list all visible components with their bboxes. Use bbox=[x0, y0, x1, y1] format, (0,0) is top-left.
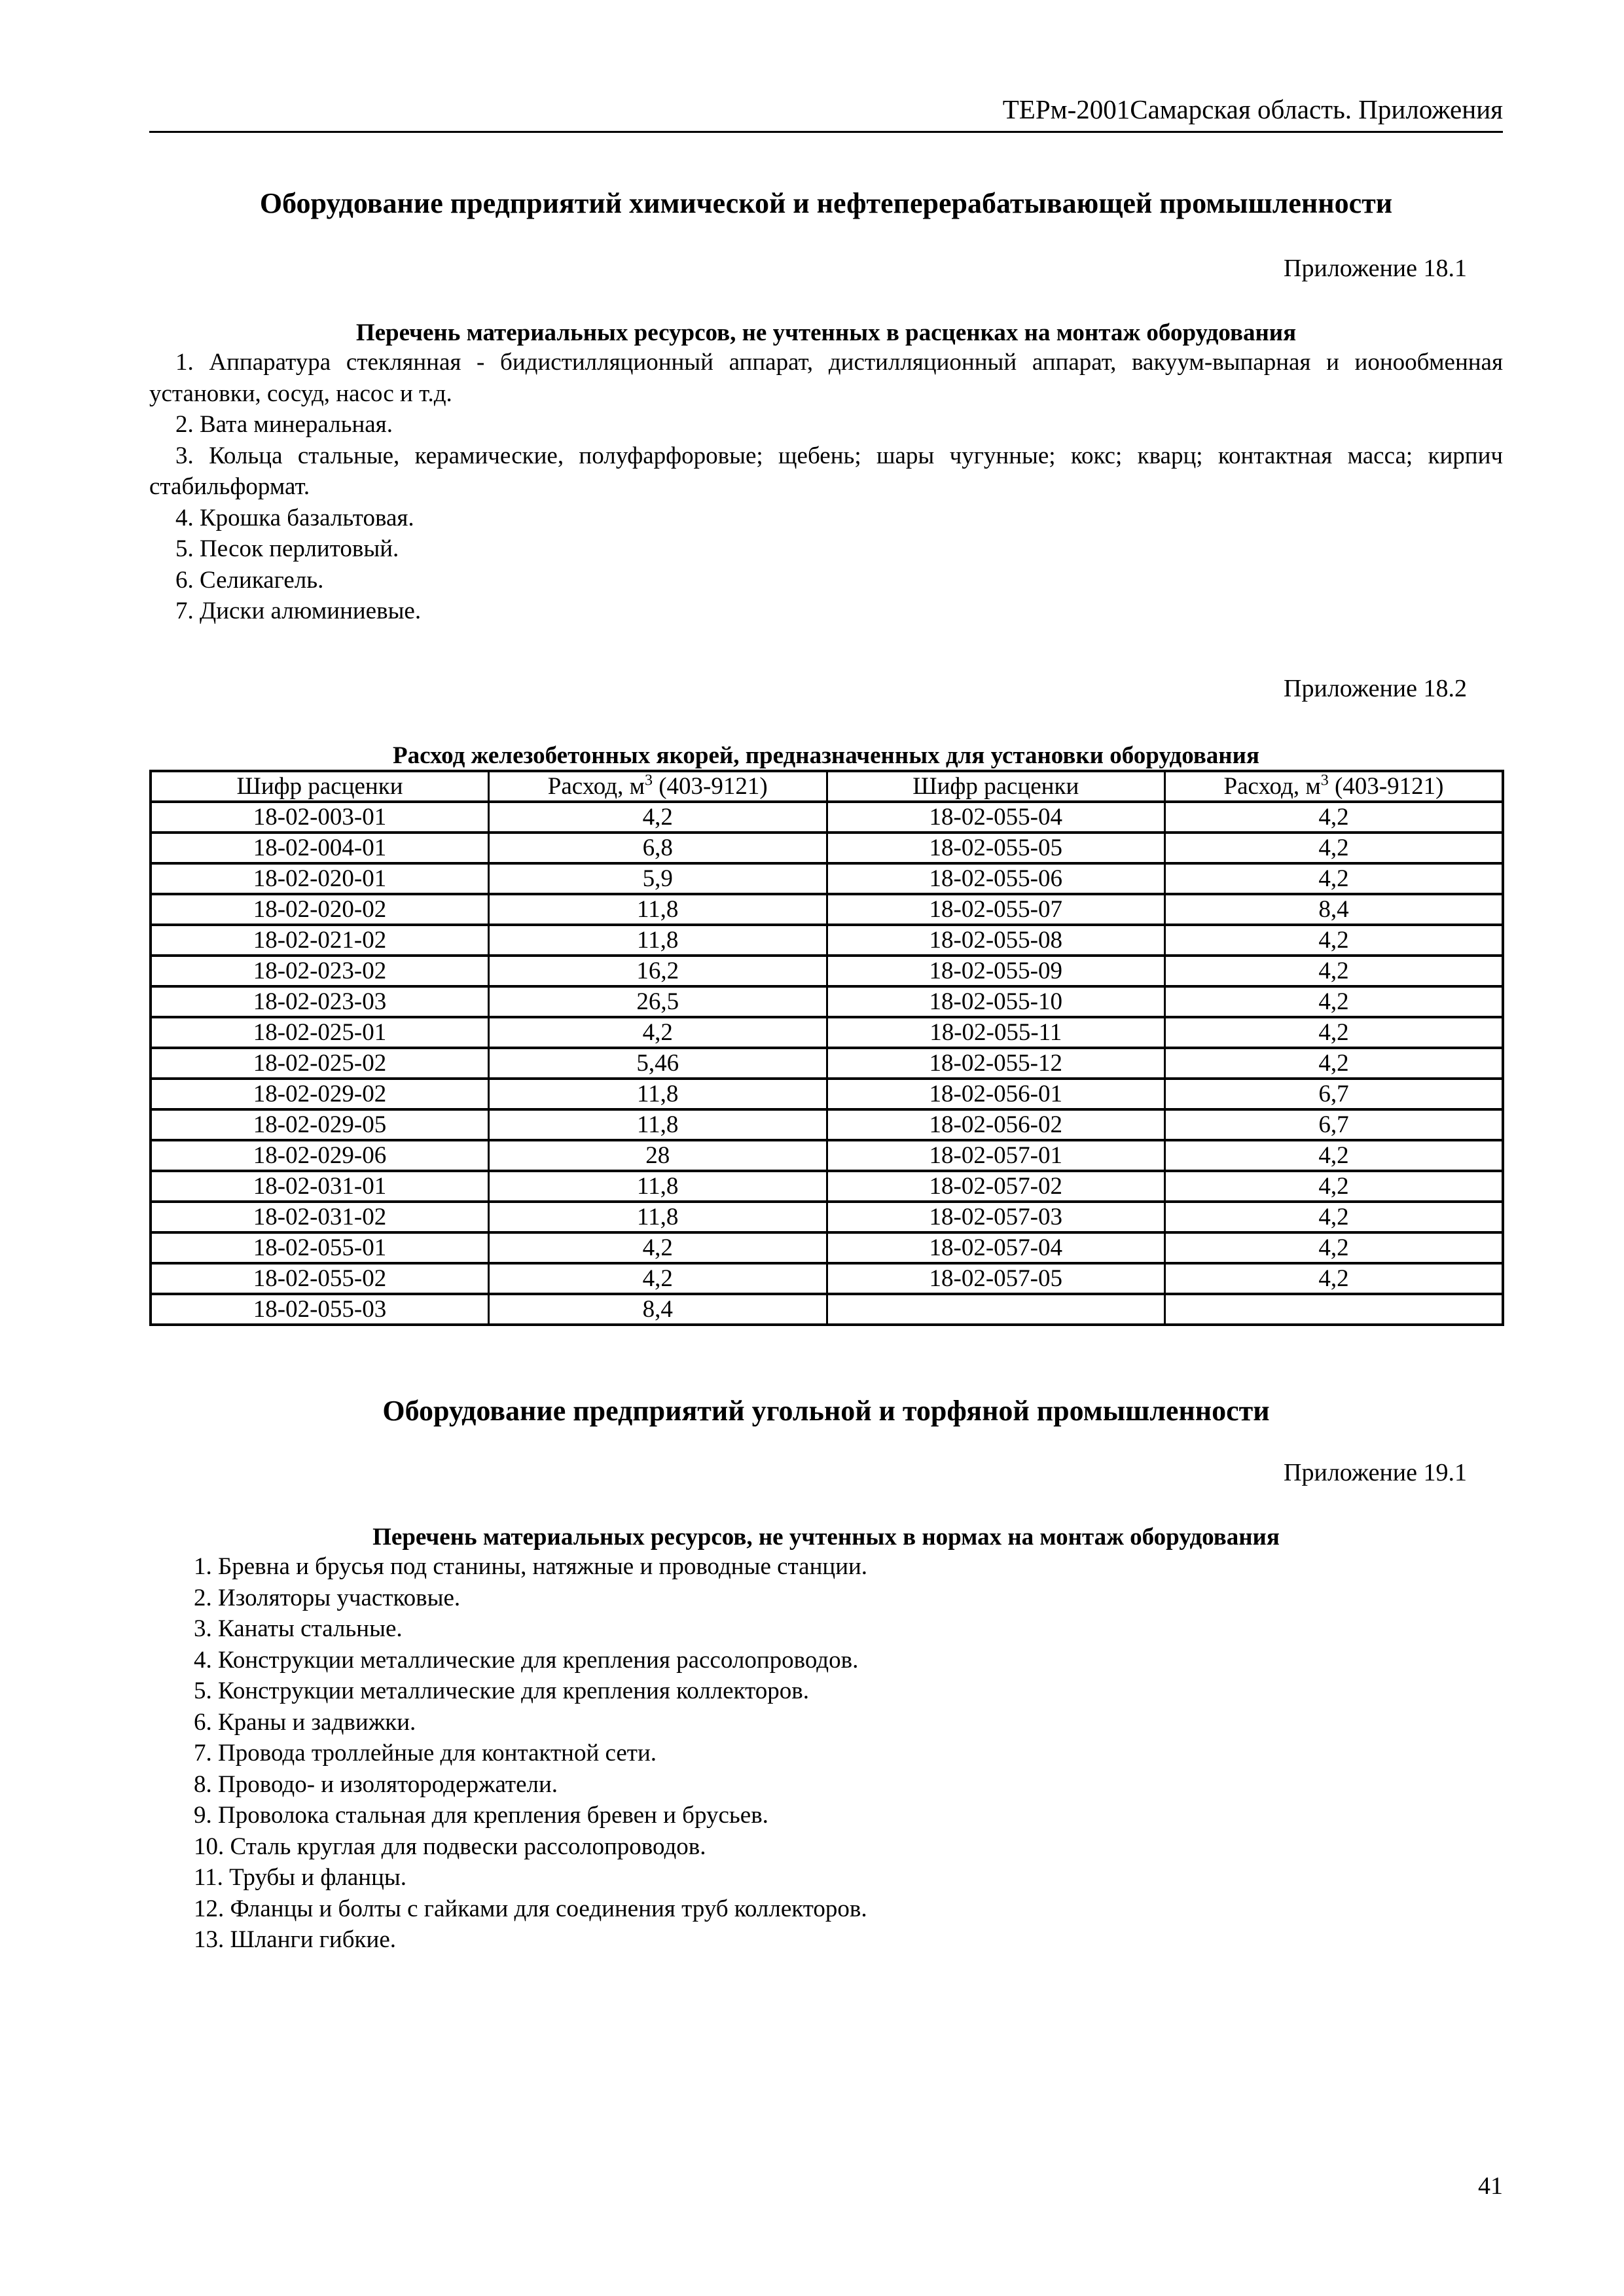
list-item: 6. Селикагель. bbox=[175, 566, 324, 594]
list-item: 11. Трубы и фланцы. bbox=[194, 1864, 406, 1891]
cell-usage: 4,2 bbox=[1165, 1232, 1504, 1263]
usage-unit-exponent: 3 bbox=[1320, 772, 1329, 789]
list-item: 7. Провода троллейные для контактной сети. bbox=[194, 1740, 657, 1767]
cell-usage: 4,2 bbox=[1165, 956, 1504, 986]
cell-usage: 11,8 bbox=[489, 894, 827, 925]
cell-usage: 5,46 bbox=[489, 1048, 827, 1079]
list-item: 4. Крошка базальтовая. bbox=[175, 504, 414, 531]
usage-label: Расход, м bbox=[547, 773, 645, 800]
cell-code: 18-02-021-02 bbox=[151, 925, 489, 956]
cell-usage: 11,8 bbox=[489, 1079, 827, 1109]
cell-code: 18-02-029-06 bbox=[151, 1140, 489, 1171]
table-row bbox=[151, 1232, 1503, 1263]
list-item: 3. Кольца стальные, керамические, полуфарфоровые; щебень; шары чугунные; кокс; кварц; контактная масса; кирпич стабильформат. bbox=[149, 442, 1503, 500]
table-row bbox=[151, 956, 1503, 986]
cell-usage: 4,2 bbox=[1165, 1017, 1504, 1048]
cell-code: 18-02-056-01 bbox=[827, 1079, 1165, 1109]
cell-code: 18-02-055-07 bbox=[827, 894, 1165, 925]
list-item: 5. Конструкции металлические для крепления коллекторов. bbox=[194, 1677, 809, 1704]
table-row bbox=[151, 986, 1503, 1017]
table-row bbox=[151, 1109, 1503, 1140]
list-item: 9. Проволока стальная для крепления бревен и брусьев. bbox=[194, 1802, 768, 1829]
cell-usage: 11,8 bbox=[489, 1109, 827, 1140]
materials-list-19-1 bbox=[149, 1551, 1503, 1956]
usage-norm-ref: (403-9121) bbox=[652, 773, 768, 800]
cell-usage: 4,2 bbox=[489, 1017, 827, 1048]
cell-code: 18-02-055-12 bbox=[827, 1048, 1165, 1079]
cell-code: 18-02-031-02 bbox=[151, 1202, 489, 1232]
cell-usage: 8,4 bbox=[489, 1294, 827, 1325]
cell-usage: 4,2 bbox=[1165, 986, 1504, 1017]
cell-usage: 11,8 bbox=[489, 1202, 827, 1232]
cell-usage: 11,8 bbox=[489, 925, 827, 956]
cell-usage: 4,2 bbox=[1165, 1263, 1504, 1294]
column-header-code: Шифр расценки bbox=[151, 771, 489, 802]
cell-code: 18-02-020-01 bbox=[151, 863, 489, 894]
header-rule bbox=[149, 131, 1503, 133]
cell-usage: 8,4 bbox=[1165, 894, 1504, 925]
cell-usage: 6,7 bbox=[1165, 1109, 1504, 1140]
list-title-18-1: Перечень материальных ресурсов, не учтенных в расценках на монтаж оборудования bbox=[355, 319, 1297, 346]
cell-usage: 4,2 bbox=[1165, 1048, 1504, 1079]
cell-code: 18-02-020-02 bbox=[151, 894, 489, 925]
cell-usage bbox=[1165, 1294, 1504, 1325]
materials-list-18-1 bbox=[149, 347, 1503, 627]
list-item: 2. Вата минеральная. bbox=[175, 411, 393, 438]
cell-usage: 4,2 bbox=[1165, 1202, 1504, 1232]
table-row bbox=[151, 802, 1503, 833]
table-row bbox=[151, 1202, 1503, 1232]
table-row bbox=[151, 1140, 1503, 1171]
list-item: 7. Диски алюминиевые. bbox=[175, 598, 422, 624]
cell-code: 18-02-025-02 bbox=[151, 1048, 489, 1079]
list-item: 1. Бревна и брусья под станины, натяжные и проводные станции. bbox=[194, 1553, 868, 1580]
cell-usage: 4,2 bbox=[489, 802, 827, 833]
cell-usage: 4,2 bbox=[1165, 925, 1504, 956]
table-row bbox=[151, 894, 1503, 925]
cell-code: 18-02-055-03 bbox=[151, 1294, 489, 1325]
cell-code: 18-02-057-04 bbox=[827, 1232, 1165, 1263]
table-row bbox=[151, 863, 1503, 894]
cell-code: 18-02-057-05 bbox=[827, 1263, 1165, 1294]
appendix-label-18-2: Приложение 18.2 bbox=[1284, 675, 1467, 702]
cell-code: 18-02-055-09 bbox=[827, 956, 1165, 986]
usage-label: Расход, м bbox=[1223, 773, 1321, 800]
cell-usage: 11,8 bbox=[489, 1171, 827, 1202]
running-header: ТЕРм-2001Самарская область. Приложения bbox=[1002, 94, 1503, 124]
cell-code: 18-02-055-06 bbox=[827, 863, 1165, 894]
cell-code: 18-02-004-01 bbox=[151, 833, 489, 863]
list-item: 4. Конструкции металлические для крепления рассолопроводов. bbox=[194, 1646, 859, 1674]
usage-norm-ref: (403-9121) bbox=[1328, 773, 1444, 800]
cell-usage: 4,2 bbox=[489, 1263, 827, 1294]
cell-usage: 6,7 bbox=[1165, 1079, 1504, 1109]
table-row bbox=[151, 925, 1503, 956]
anchor-usage-table bbox=[149, 770, 1504, 1326]
cell-code: 18-02-055-04 bbox=[827, 802, 1165, 833]
cell-code: 18-02-055-10 bbox=[827, 986, 1165, 1017]
cell-code: 18-02-057-02 bbox=[827, 1171, 1165, 1202]
cell-usage: 26,5 bbox=[489, 986, 827, 1017]
cell-code: 18-02-055-05 bbox=[827, 833, 1165, 863]
appendix-label-18-1: Приложение 18.1 bbox=[1284, 255, 1467, 282]
cell-code: 18-02-003-01 bbox=[151, 802, 489, 833]
list-item: 1. Аппаратура стеклянная - бидистилляционный аппарат, дистилляционный аппарат, вакуум-выпарная и ионообменная установки, сосуд, насос и т.д. bbox=[149, 349, 1503, 407]
list-item: 8. Проводо- и изолятородержатели. bbox=[194, 1770, 558, 1798]
cell-code: 18-02-055-02 bbox=[151, 1263, 489, 1294]
cell-code: 18-02-055-08 bbox=[827, 925, 1165, 956]
usage-unit-exponent: 3 bbox=[644, 772, 653, 789]
cell-code: 18-02-057-01 bbox=[827, 1140, 1165, 1171]
list-item: 12. Фланцы и болты с гайками для соединения труб коллекторов. bbox=[194, 1895, 867, 1922]
list-item: 3. Канаты стальные. bbox=[194, 1615, 403, 1642]
section-title-coal: Оборудование предприятий угольной и торфяной промышленности bbox=[382, 1395, 1270, 1427]
cell-code: 18-02-029-02 bbox=[151, 1079, 489, 1109]
list-title-19-1: Перечень материальных ресурсов, не учтенных в нормах на монтаж оборудования bbox=[372, 1524, 1280, 1551]
table-title-18-2: Расход железобетонных якорей, предназначенных для установки оборудования bbox=[393, 742, 1259, 769]
list-item: 10. Сталь круглая для подвески рассолопроводов. bbox=[194, 1833, 706, 1860]
table-row bbox=[151, 1079, 1503, 1109]
list-item: 13. Шланги гибкие. bbox=[194, 1926, 396, 1953]
cell-usage: 16,2 bbox=[489, 956, 827, 986]
cell-code: 18-02-055-11 bbox=[827, 1017, 1165, 1048]
table-header-row bbox=[151, 771, 1503, 802]
appendix-label-19-1: Приложение 19.1 bbox=[1284, 1459, 1467, 1486]
table-row bbox=[151, 1263, 1503, 1294]
column-header-usage bbox=[1165, 771, 1504, 802]
cell-usage: 28 bbox=[489, 1140, 827, 1171]
cell-code: 18-02-031-01 bbox=[151, 1171, 489, 1202]
cell-usage: 5,9 bbox=[489, 863, 827, 894]
table-row bbox=[151, 1294, 1503, 1325]
cell-usage: 4,2 bbox=[1165, 1171, 1504, 1202]
cell-code bbox=[827, 1294, 1165, 1325]
cell-usage: 4,2 bbox=[1165, 863, 1504, 894]
table-row bbox=[151, 1017, 1503, 1048]
cell-code: 18-02-023-02 bbox=[151, 956, 489, 986]
cell-code: 18-02-056-02 bbox=[827, 1109, 1165, 1140]
cell-code: 18-02-055-01 bbox=[151, 1232, 489, 1263]
list-item: 6. Краны и задвижки. bbox=[194, 1708, 416, 1736]
page-number: 41 bbox=[1478, 2172, 1503, 2200]
column-header-usage bbox=[489, 771, 827, 802]
cell-usage: 4,2 bbox=[1165, 802, 1504, 833]
cell-usage: 4,2 bbox=[1165, 833, 1504, 863]
cell-usage: 6,8 bbox=[489, 833, 827, 863]
table-row bbox=[151, 833, 1503, 863]
list-item: 2. Изоляторы участковые. bbox=[194, 1584, 461, 1611]
section-title-chemical: Оборудование предприятий химической и нефтеперерабатывающей промышленности bbox=[259, 187, 1393, 219]
cell-usage: 4,2 bbox=[1165, 1140, 1504, 1171]
cell-code: 18-02-025-01 bbox=[151, 1017, 489, 1048]
table-row bbox=[151, 1048, 1503, 1079]
cell-usage: 4,2 bbox=[489, 1232, 827, 1263]
cell-code: 18-02-023-03 bbox=[151, 986, 489, 1017]
cell-code: 18-02-029-05 bbox=[151, 1109, 489, 1140]
cell-code: 18-02-057-03 bbox=[827, 1202, 1165, 1232]
list-item: 5. Песок перлитовый. bbox=[175, 535, 399, 562]
column-header-code: Шифр расценки bbox=[827, 771, 1165, 802]
table-row bbox=[151, 1171, 1503, 1202]
